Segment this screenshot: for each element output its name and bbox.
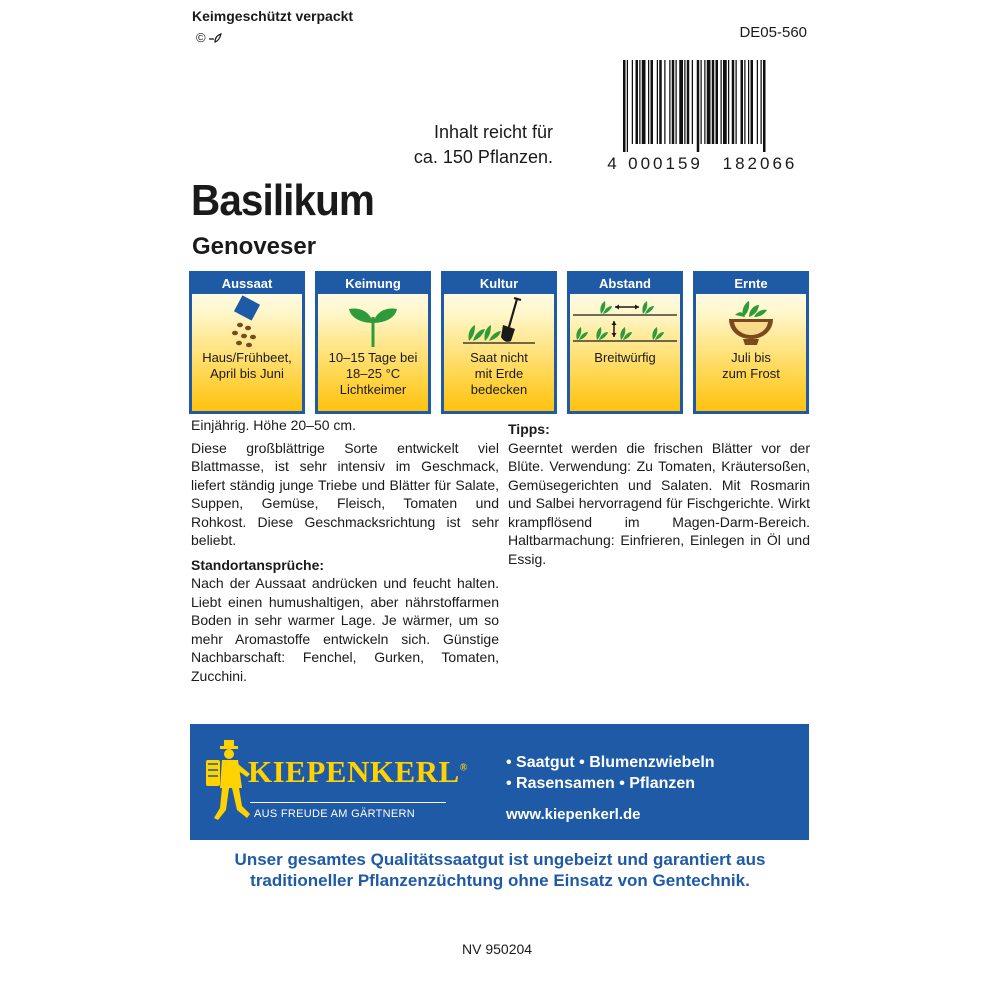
brand-website-link[interactable]: www.kiepenkerl.de bbox=[506, 806, 641, 823]
barcode-bar bbox=[701, 60, 702, 144]
barcode-bar bbox=[692, 60, 693, 144]
product-variety: Genoveser bbox=[192, 233, 317, 260]
sprout-icon bbox=[343, 295, 403, 349]
harvest-bowl-icon bbox=[721, 295, 781, 349]
panel-title: Keimung bbox=[318, 274, 428, 294]
packaging-note: Keimgeschützt verpackt bbox=[192, 8, 354, 24]
barcode-bar bbox=[723, 60, 727, 144]
barcode-bar bbox=[627, 60, 628, 152]
barcode-bar bbox=[687, 60, 690, 144]
description-column bbox=[191, 416, 499, 685]
contents-line: ca. 150 Pflanzen. bbox=[413, 147, 553, 167]
panel-line: Lichtkeimer bbox=[339, 382, 407, 397]
barcode-bar bbox=[664, 60, 665, 144]
barcode-bar bbox=[707, 60, 711, 144]
barcode-bar bbox=[736, 60, 737, 144]
panel-text bbox=[318, 350, 428, 398]
spacing-icon bbox=[571, 295, 679, 349]
barcode-bar bbox=[721, 60, 722, 144]
barcode-bar bbox=[657, 60, 658, 144]
panel-text bbox=[192, 350, 302, 382]
contents-note bbox=[333, 120, 553, 170]
barcode-digit-group: 000159 bbox=[628, 154, 703, 173]
barcode-bar bbox=[623, 60, 626, 152]
barcode-bar bbox=[648, 60, 649, 144]
article-number: DE05-560 bbox=[739, 24, 807, 41]
tips-heading: Tipps: bbox=[508, 421, 550, 437]
copyright-mark bbox=[196, 30, 222, 45]
panel-line: zum Frost bbox=[722, 366, 780, 381]
product-categories bbox=[506, 752, 715, 794]
quality-guarantee bbox=[190, 849, 810, 891]
brand-name: KIEPENKERL bbox=[248, 754, 460, 789]
panel-title: Kultur bbox=[444, 274, 554, 294]
sprout-mark-icon bbox=[208, 33, 222, 43]
tips-text: Geerntet werden die frischen Blätter vor der Blüte. Verwendung: Zu Tomaten, Kräutersoßen, Gemüsegerichten und Salaten. Mit Rosmarin und Salbei hervorragend für Fischgerichte. Wirkt krampflösend im Magen-Darm-Bereich. Haltbarmachung: Einfrieren, Einlegen in Öl und Essig. bbox=[508, 439, 810, 567]
registered-mark: ® bbox=[459, 762, 468, 774]
barcode-bar bbox=[716, 60, 719, 144]
panel-line: mit Erde bbox=[474, 366, 524, 381]
guarantee-line: Unser gesamtes Qualitätssaatgut ist ungebeizt und garantiert aus bbox=[234, 850, 766, 869]
brand-logo-text bbox=[248, 754, 468, 790]
barcode-bar bbox=[679, 60, 683, 144]
panel-text bbox=[696, 350, 806, 382]
barcode-bar bbox=[761, 60, 762, 144]
panel-ernte bbox=[693, 271, 809, 414]
guarantee-line: traditioneller Pflanzenzüchtung ohne Einsatz von Gentechnik. bbox=[250, 871, 750, 890]
contents-line: Inhalt reicht für bbox=[433, 122, 553, 142]
category-line: • Saatgut • Blumenzwiebeln bbox=[506, 754, 715, 771]
tips-column bbox=[508, 420, 810, 568]
barcode-bar bbox=[757, 60, 758, 144]
barcode-bar bbox=[676, 60, 677, 144]
barcode-bar bbox=[744, 60, 745, 144]
barcode-bar bbox=[748, 60, 749, 144]
barcode-bar bbox=[639, 60, 640, 144]
panel-text bbox=[570, 350, 680, 366]
panel-line: Saat nicht bbox=[470, 350, 528, 365]
panel-abstand bbox=[567, 271, 683, 414]
barcode bbox=[605, 56, 808, 172]
location-heading: Standortansprüche: bbox=[191, 556, 325, 573]
panel-text bbox=[444, 350, 554, 398]
barcode-bars bbox=[605, 56, 808, 156]
barcode-digit-group: 4 bbox=[607, 154, 617, 173]
description-body: Diese großblättrige Sorte entwickelt viel Blattmasse, ist sehr intensiv im Geschmack, liefert ständig junge Triebe und Blätter für Salate, Suppen, Gemüse, Fleisch, Tomaten und Rohkost. Diese Geschmacksrichtung ist sehr beliebt. bbox=[191, 439, 499, 548]
barcode-bar bbox=[712, 60, 715, 144]
shovel-plants-icon bbox=[459, 295, 539, 349]
panel-line: 10–15 Tage bei bbox=[328, 350, 418, 365]
product-name: Basilikum bbox=[191, 176, 374, 225]
barcode-bar bbox=[741, 60, 744, 144]
panel-keimung bbox=[315, 271, 431, 414]
barcode-bar bbox=[642, 60, 646, 144]
barcode-digit-group: 182066 bbox=[722, 154, 798, 173]
panel-title: Aussaat bbox=[192, 274, 302, 294]
barcode-bar bbox=[684, 60, 685, 144]
panel-aussaat bbox=[189, 271, 305, 414]
barcode-bar bbox=[763, 60, 766, 152]
description-intro: Einjährig. Höhe 20–50 cm. bbox=[191, 417, 356, 433]
copyright-symbol: © bbox=[196, 30, 206, 45]
barcode-bar bbox=[659, 60, 662, 144]
barcode-bar bbox=[651, 60, 654, 144]
panel-line: Breitwürfig bbox=[594, 350, 656, 365]
barcode-bar bbox=[728, 60, 729, 144]
barcode-bar bbox=[732, 60, 735, 144]
barcode-bar bbox=[704, 60, 705, 144]
panel-line: 18–25 °C bbox=[345, 366, 401, 381]
panel-line: Juli bis bbox=[731, 350, 771, 365]
brand-tagline: AUS FREUDE AM GÄRTNERN bbox=[254, 808, 416, 820]
barcode-bar bbox=[672, 60, 675, 144]
panel-kultur bbox=[441, 271, 557, 414]
seed-packet-icon bbox=[217, 295, 277, 349]
location-text: Nach der Aussaat andrücken und feucht halten. Liebt einen humushaltigen, aber nährstoffarmen Boden in sehr warmer Lage. Je wärmer, um so mehr Aromastoffe entwickeln sich. Günstige Nachbarschaft: Fenchel, Gurken, Tomaten, Zucchini. bbox=[191, 575, 499, 684]
kiepenkerl-figure-icon bbox=[204, 740, 252, 824]
barcode-bar bbox=[697, 60, 700, 152]
brand-banner bbox=[190, 724, 809, 840]
panel-line: Haus/Frühbeet, bbox=[202, 350, 292, 365]
brand-divider bbox=[250, 802, 446, 803]
barcode-bar bbox=[751, 60, 754, 144]
panel-title: Abstand bbox=[570, 274, 680, 294]
category-line: • Rasensamen • Pflanzen bbox=[506, 775, 696, 792]
panel-line: bedecken bbox=[470, 382, 528, 397]
barcode-digits bbox=[605, 155, 808, 172]
barcode-bar bbox=[636, 60, 639, 144]
panel-line: April bis Juni bbox=[210, 366, 284, 381]
footer-code: NV 950204 bbox=[462, 941, 533, 957]
barcode-bar bbox=[669, 60, 670, 144]
panel-title: Ernte bbox=[696, 274, 806, 294]
barcode-bar bbox=[632, 60, 633, 144]
